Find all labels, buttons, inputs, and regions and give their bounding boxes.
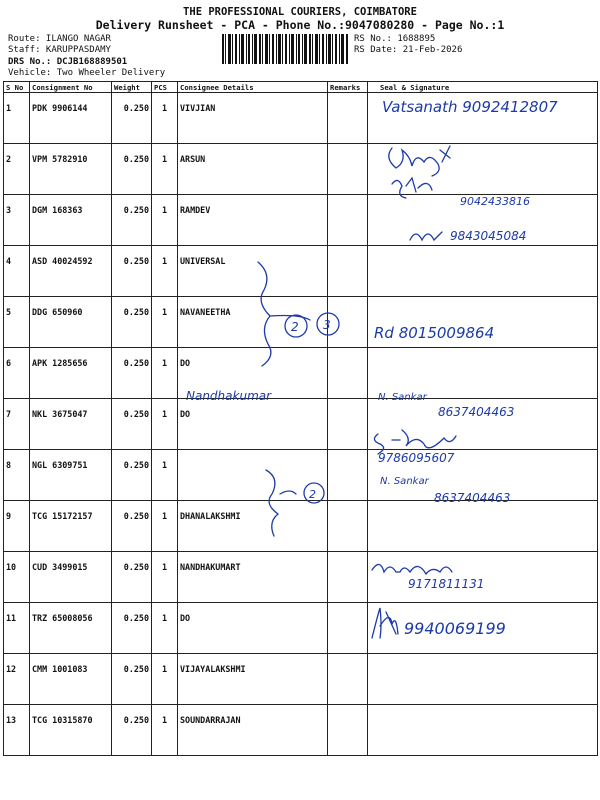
- cell-weight: 0.250: [112, 450, 152, 501]
- cell-remarks: [328, 144, 368, 195]
- signature-row-6: Rd 8015009864: [374, 324, 495, 342]
- cell-sno: 8: [4, 450, 30, 501]
- cell-seal-signature: [368, 93, 598, 144]
- cell-pcs: 1: [152, 552, 178, 603]
- circled-note-c: 2: [309, 488, 316, 501]
- phone-row-10: 8637404463: [434, 491, 511, 505]
- cell-consignee: NANDHAKUMART: [178, 552, 328, 603]
- staff-label: Staff: KARUPPASDAMY: [8, 45, 111, 55]
- cell-weight: 0.250: [112, 195, 152, 246]
- document-header: [0, 6, 600, 32]
- barcode-icon: [222, 34, 348, 64]
- col-consignment: Consignment No: [30, 82, 112, 93]
- cell-seal-signature: [368, 348, 598, 399]
- phone-row-12: 9171811131: [408, 577, 485, 591]
- cell-consignment: CUD 3499015: [30, 552, 112, 603]
- col-seal-signature: Seal & Signature: [368, 82, 598, 93]
- cell-sno: 6: [4, 348, 30, 399]
- phone-row-4: 9843045084: [450, 229, 527, 243]
- table-row: [4, 195, 598, 246]
- cell-pcs: 1: [152, 654, 178, 705]
- cell-weight: 0.250: [112, 297, 152, 348]
- cell-pcs: 1: [152, 297, 178, 348]
- table-row: [4, 348, 598, 399]
- table-row: [4, 501, 598, 552]
- company-name: THE PROFESSIONAL COURIERS, COIMBATORE: [183, 6, 417, 18]
- col-pcs: PCS: [152, 82, 178, 93]
- cell-consignment: DGM 168363: [30, 195, 112, 246]
- cell-consignee: VIVJIAN: [178, 93, 328, 144]
- table-row: [4, 603, 598, 654]
- cell-consignee: DHANALAKSHMI: [178, 501, 328, 552]
- table-header-row: [4, 82, 598, 93]
- cell-remarks: [328, 348, 368, 399]
- cell-seal-signature: [368, 552, 598, 603]
- cell-consignee: UNIVERSAL: [178, 246, 328, 297]
- phone-row-3: 9042433816: [460, 195, 530, 208]
- col-weight: Weight: [112, 82, 152, 93]
- cell-weight: 0.250: [112, 348, 152, 399]
- cell-seal-signature: [368, 450, 598, 501]
- cell-consignment: DDG 650960: [30, 297, 112, 348]
- table-row: [4, 399, 598, 450]
- vehicle-label: Vehicle: Two Wheeler Delivery: [8, 68, 166, 78]
- cell-consignee: SOUNDARRAJAN: [178, 705, 328, 756]
- cell-consignment: NKL 3675047: [30, 399, 112, 450]
- rs-date: RS Date: 21-Feb-2026: [354, 45, 463, 55]
- cell-weight: 0.250: [112, 501, 152, 552]
- cell-consignment: ASD 40024592: [30, 246, 112, 297]
- table-row: [4, 93, 598, 144]
- cell-remarks: [328, 603, 368, 654]
- cell-remarks: [328, 195, 368, 246]
- cell-consignee: DO: [178, 603, 328, 654]
- cell-sno: 7: [4, 399, 30, 450]
- cell-weight: 0.250: [112, 705, 152, 756]
- cell-remarks: [328, 501, 368, 552]
- cell-consignee: [178, 450, 328, 501]
- cell-consignment: TCG 10315870: [30, 705, 112, 756]
- cell-seal-signature: [368, 705, 598, 756]
- runsheet-subtitle: Delivery Runsheet - PCA - Phone No.:9047080280 - Page No.:1: [95, 18, 505, 32]
- col-remarks: Remarks: [328, 82, 368, 93]
- cell-pcs: 1: [152, 399, 178, 450]
- cell-consignment: VPM 5782910: [30, 144, 112, 195]
- cell-pcs: 1: [152, 501, 178, 552]
- table-row: [4, 654, 598, 705]
- cell-weight: 0.250: [112, 246, 152, 297]
- table-row: [4, 297, 598, 348]
- cell-weight: 0.250: [112, 654, 152, 705]
- cell-pcs: 1: [152, 603, 178, 654]
- cell-remarks: [328, 552, 368, 603]
- cell-remarks: [328, 654, 368, 705]
- cell-pcs: 1: [152, 348, 178, 399]
- route-label: Route: ILANGO NAGAR: [8, 34, 111, 44]
- sig-name-row-8: N. Sankar: [378, 392, 427, 403]
- cell-seal-signature: [368, 246, 598, 297]
- cell-seal-signature: [368, 603, 598, 654]
- cell-pcs: 1: [152, 93, 178, 144]
- cell-sno: 12: [4, 654, 30, 705]
- cell-consignment: TCG 15172157: [30, 501, 112, 552]
- cell-consignment: TRZ 65008056: [30, 603, 112, 654]
- cell-consignee: DO: [178, 348, 328, 399]
- cell-remarks: [328, 399, 368, 450]
- cell-seal-signature: [368, 297, 598, 348]
- cell-pcs: 1: [152, 246, 178, 297]
- cell-remarks: [328, 705, 368, 756]
- sig-name-row-10: N. Sankar: [380, 476, 429, 487]
- table-row: [4, 246, 598, 297]
- runsheet-table: [3, 81, 598, 756]
- cell-remarks: [328, 450, 368, 501]
- phone-row-8: 8637404463: [438, 405, 515, 419]
- consignee-handwritten-row-8: Nandhakumar: [186, 389, 272, 403]
- table-row: [4, 450, 598, 501]
- cell-sno: 13: [4, 705, 30, 756]
- cell-seal-signature: [368, 654, 598, 705]
- cell-weight: 0.250: [112, 552, 152, 603]
- cell-sno: 4: [4, 246, 30, 297]
- cell-remarks: [328, 93, 368, 144]
- cell-sno: 3: [4, 195, 30, 246]
- cell-consignee: VIJAYALAKSHMI: [178, 654, 328, 705]
- cell-pcs: 1: [152, 450, 178, 501]
- cell-weight: 0.250: [112, 603, 152, 654]
- circled-note-a: 2: [291, 320, 299, 334]
- table-row: [4, 552, 598, 603]
- table-row: [4, 705, 598, 756]
- cell-pcs: 1: [152, 195, 178, 246]
- cell-consignment: PDK 9906144: [30, 93, 112, 144]
- signature-row-1: Vatsanath 9092412807: [382, 98, 558, 116]
- cell-consignee: RAMDEV: [178, 195, 328, 246]
- circled-note-b: 3: [323, 318, 331, 332]
- cell-seal-signature: [368, 144, 598, 195]
- cell-sno: 11: [4, 603, 30, 654]
- table-row: [4, 144, 598, 195]
- phone-row-13: 9940069199: [404, 619, 506, 638]
- cell-sno: 5: [4, 297, 30, 348]
- cell-seal-signature: [368, 195, 598, 246]
- cell-sno: 2: [4, 144, 30, 195]
- cell-sno: 10: [4, 552, 30, 603]
- cell-consignee: DO: [178, 399, 328, 450]
- phone-row-9: 9786095607: [378, 451, 455, 465]
- cell-consignee: ARSUN: [178, 144, 328, 195]
- cell-pcs: 1: [152, 144, 178, 195]
- cell-consignment: NGL 6309751: [30, 450, 112, 501]
- cell-sno: 9: [4, 501, 30, 552]
- col-sno: S No: [4, 82, 30, 93]
- cell-weight: 0.250: [112, 93, 152, 144]
- rs-number: RS No.: 1688895: [354, 34, 436, 44]
- cell-remarks: [328, 297, 368, 348]
- cell-weight: 0.250: [112, 399, 152, 450]
- cell-sno: 1: [4, 93, 30, 144]
- cell-seal-signature: [368, 399, 598, 450]
- cell-pcs: 1: [152, 705, 178, 756]
- cell-consignment: APK 1285656: [30, 348, 112, 399]
- cell-consignee: NAVANEETHA: [178, 297, 328, 348]
- cell-weight: 0.250: [112, 144, 152, 195]
- drs-number: DRS No.: DCJB168889501: [8, 57, 128, 67]
- cell-seal-signature: [368, 501, 598, 552]
- col-consignee: Consignee Details: [178, 82, 328, 93]
- cell-consignment: CMM 1001083: [30, 654, 112, 705]
- cell-remarks: [328, 246, 368, 297]
